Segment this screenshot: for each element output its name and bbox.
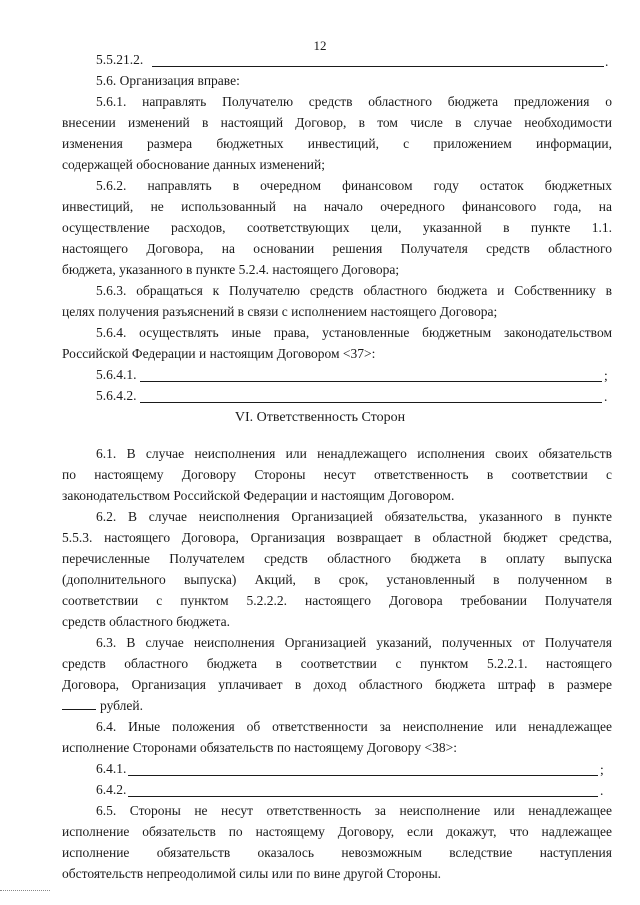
clause-5-5-21-2-label: 5.5.21.2.	[96, 52, 144, 67]
text-line	[62, 698, 143, 714]
clause-5-6-4-1-label: 5.6.4.1.	[96, 367, 137, 382]
text-line: средств областного бюджета.	[62, 614, 230, 629]
text-line: 6.4. Иные положения об ответственности за неисполнение или ненадлежащее	[96, 719, 612, 734]
text-line: 6.3. В случае неисполнения Организацией указаний, полученных от Получателя	[96, 635, 612, 650]
blank-line	[140, 402, 602, 403]
text-line: 5.5.3. настоящего Договора, Организация возвращает в областной бюджет средства,	[62, 530, 612, 545]
clause-end-mark: ;	[604, 368, 608, 383]
text-line: содержащей обоснование данных изменений;	[62, 157, 325, 172]
text-line: 5.6.3. обращаться к Получателю средств областного бюджета и Собственнику в	[96, 283, 612, 298]
text-line: перечисленные Получателем средств областного бюджета в оплату выпуска	[62, 551, 612, 566]
text-line: соответствии с пунктом 5.2.2.2. настоящего Договора требовании Получателя	[62, 593, 612, 608]
currency-word: рублей.	[100, 698, 144, 713]
text-line: по настоящему Договору Стороны несут ответственность в соответствии с	[62, 467, 612, 482]
text-line: бюджета, указанного в пункте 5.2.4. настоящего Договора;	[62, 262, 400, 277]
text-line: 6.1. В случае неисполнения или ненадлежащего исполнения своих обязательств	[96, 446, 612, 461]
blank-line	[128, 796, 598, 797]
blank-line	[128, 775, 598, 776]
clause-5-6-heading: 5.6. Организация вправе:	[96, 73, 240, 88]
text-line: настоящего Договора, на основании решения Получателя средств областного	[62, 241, 612, 256]
text-line: инвестиций, не использованный на начало очередного финансового года, на	[62, 199, 612, 214]
text-line: Российской Федерации и настоящим Договором <37>:	[62, 346, 376, 361]
clause-end-mark: .	[600, 783, 604, 798]
text-line: 5.6.2. направлять в очередном финансовом году остаток бюджетных	[96, 178, 612, 193]
text-line: средств областного бюджета в соответствии с пунктом 5.2.2.1. настоящего	[62, 656, 612, 671]
clause-5-6-4-2-label: 5.6.4.2.	[96, 388, 137, 403]
clause-6-4-2-label: 6.4.2.	[96, 782, 127, 797]
blank-line	[140, 381, 602, 382]
text-line: обстоятельств непреодолимой силы или по вине другой Стороны.	[62, 866, 442, 881]
text-line: исполнение обязательств по настоящему Договору, если докажут, что надлежащее	[62, 824, 612, 839]
text-line: законодательством Российской Федерации и настоящим Договором.	[62, 488, 455, 503]
text-line: целях получения разъяснений в связи с исполнением настоящего Договора;	[62, 304, 498, 319]
text-line: исполнение Сторонами обязательств по настоящему Договору <38>:	[62, 740, 457, 755]
text-line: внесении изменений в настоящий Договор, в том числе в случае необходимости	[62, 115, 612, 130]
text-line: 5.6.4. осуществлять иные права, установленные бюджетным законодательством	[96, 325, 612, 340]
text-line: 5.6.1. направлять Получателю средств областного бюджета предложения о	[96, 94, 612, 109]
clause-end-mark: .	[605, 54, 609, 69]
clause-end-mark: ;	[600, 762, 604, 777]
text-line: исполнение обязательств оказалось невозможным вследствие наступления	[62, 845, 612, 860]
page-number: 12	[313, 38, 327, 53]
text-line: осуществление расходов, соответствующих цели, указанной в пункте 1.1.	[62, 220, 612, 235]
clause-end-mark: .	[604, 389, 608, 404]
section-title: VI. Ответственность Сторон	[234, 410, 406, 425]
text-line: 6.5. Стороны не несут ответственность за неисполнение или ненадлежащее	[96, 803, 612, 818]
clause-6-4-1-label: 6.4.1.	[96, 761, 127, 776]
blank-line	[152, 66, 604, 67]
text-line: изменения размера бюджетных инвестиций, с приложением информации,	[62, 136, 612, 151]
amount-blank	[62, 709, 96, 710]
text-line: Договора, Организация уплачивает в доход областного бюджета штраф в размере	[62, 677, 612, 692]
text-line: (дополнительного выпуска) Акций, в срок, установленный в полученном в	[62, 572, 612, 587]
text-line: 6.2. В случае неисполнения Организацией обязательства, указанного в пункте	[96, 509, 612, 524]
scan-edge-mark	[0, 890, 50, 891]
